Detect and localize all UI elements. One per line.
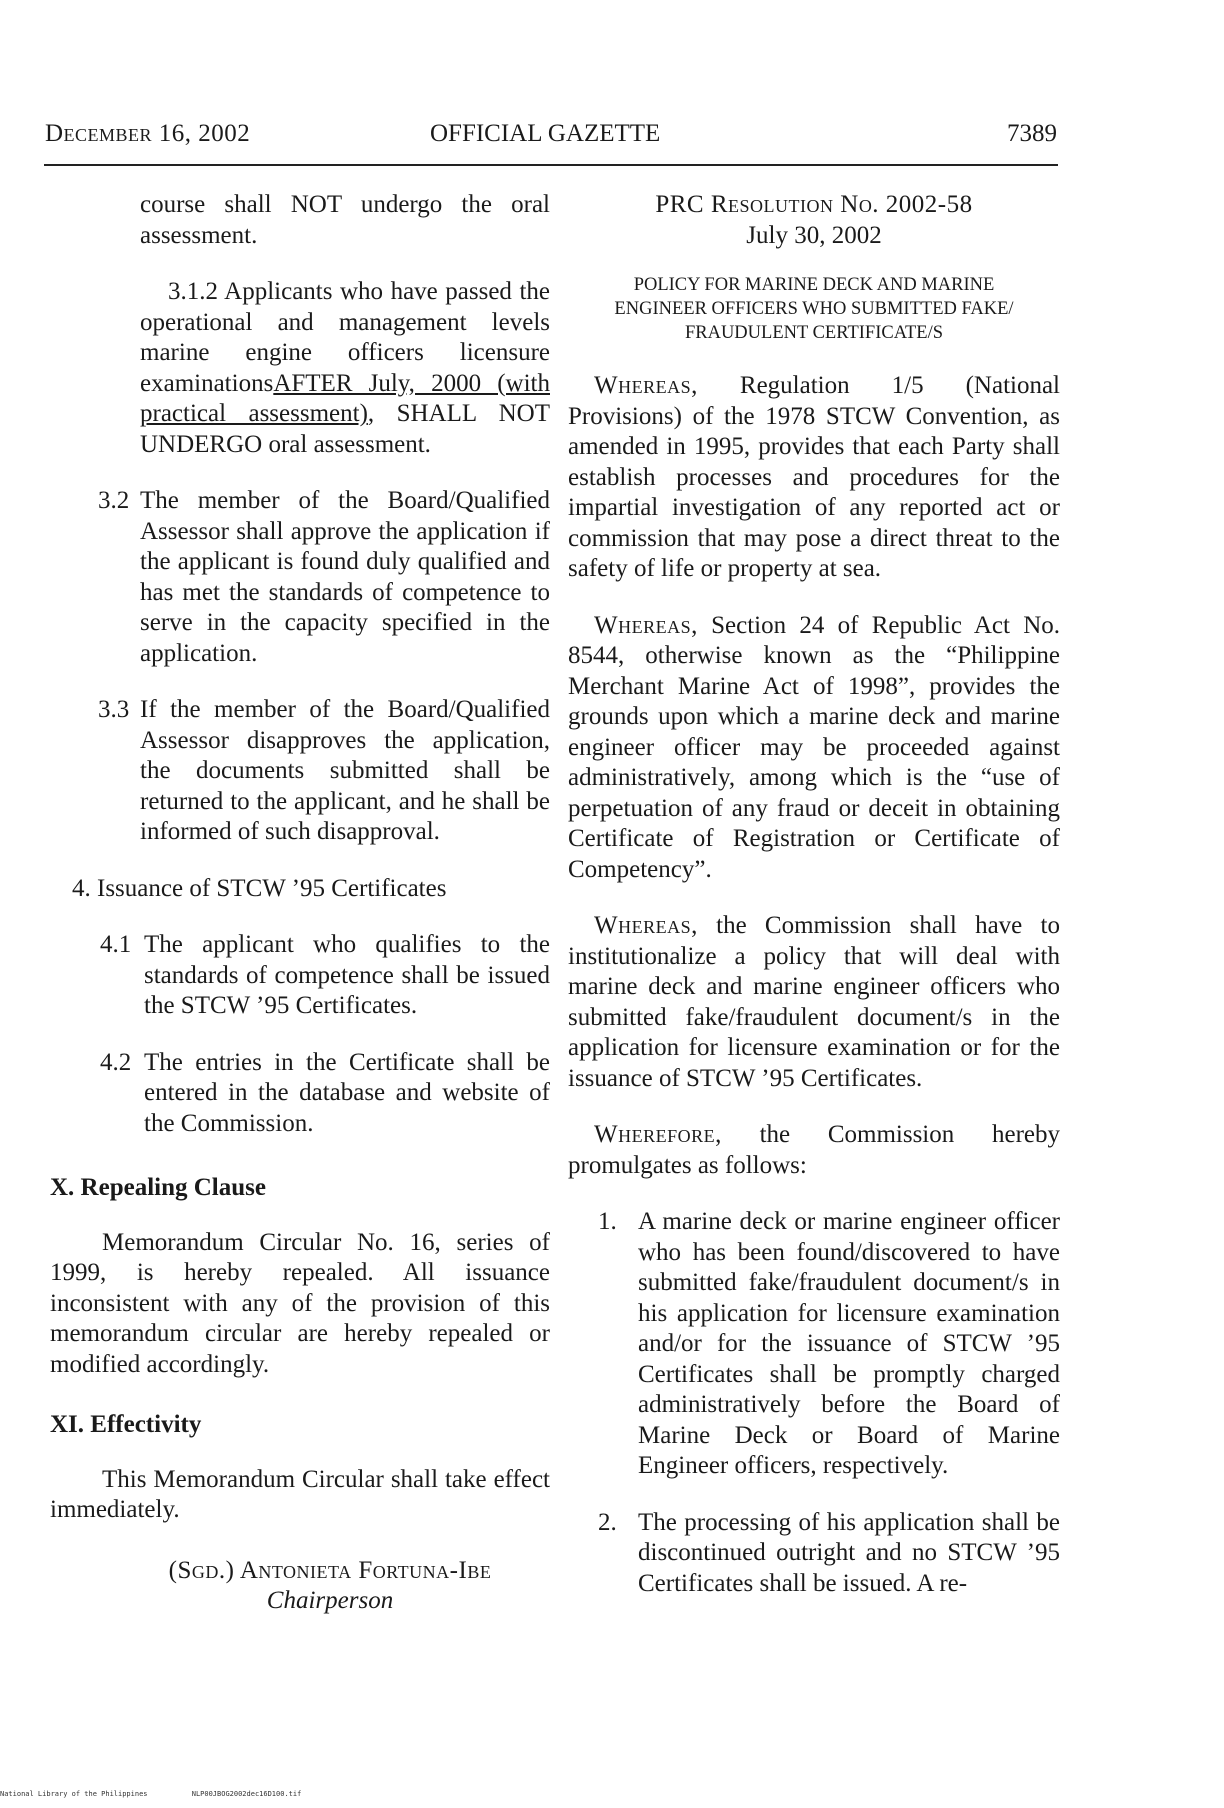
whereas-3-lead: Whereas,	[594, 912, 698, 939]
section-3-2-text: The member of the Board/Qualified Assessor shall approve the application if the applicant is found duly qualified and has met the standards of competence to serve in the capacity specified in the application.	[140, 487, 550, 667]
section-3-2-number: 3.2	[98, 487, 130, 514]
resolution-item-1-number: 1.	[598, 1208, 617, 1235]
resolution-item-1	[568, 1207, 1060, 1482]
section-3-2	[50, 486, 550, 669]
signature-name	[50, 1556, 550, 1587]
header-date: December 16, 2002	[45, 120, 251, 147]
whereas-2-text: Section 24 of Republic Act No. 8544, otherwise known as the “Philippine Merchant Marine Act of 1998”, provides the grounds upon which a marine deck and marine engineer officer may be proceeded against administratively, among which is the “use of perpetuation of any fraud or deceit in obtaining Certificate of Registration or Certificate of Competency”.	[568, 611, 1061, 883]
section-4-2	[50, 1048, 550, 1140]
section-3-3-number: 3.3	[98, 696, 130, 723]
header-gazette-title: OFFICIAL GAZETTE	[430, 120, 661, 147]
section-3-1-2	[50, 277, 550, 460]
continued-paragraph: course shall NOT undergo the oral assessment.	[140, 191, 550, 249]
section-3-1-2-tail: , SHALL NOT UNDERGO oral assessment.	[140, 400, 550, 458]
header-rule	[44, 164, 1058, 166]
right-column	[568, 190, 1060, 1599]
signature-title: Chairperson	[266, 1587, 394, 1614]
resolution-number: PRC Resolution No. 2002-58	[655, 191, 973, 218]
left-column	[50, 190, 550, 1617]
whereas-1-text: Regulation 1/5 (National Provisions) of the 1978 STCW Convention, as amended in 1995, provides that each Party shall establish processes and procedures for the impartial investigation of any reported act or commission that may pose a direct threat to the safety of life or property at sea.	[568, 372, 1061, 582]
header-page-number: 7389	[1007, 120, 1057, 147]
wherefore-text: the Commission hereby promulgates as follows:	[568, 1121, 1060, 1179]
wherefore-lead: Wherefore,	[594, 1121, 722, 1148]
section-4-1-text: The applicant who qualifies to the standards of competence shall be issued the STCW ’95 Certificates.	[144, 931, 550, 1019]
section-3-1-2-underlined: AFTER July, 2000 (with practical assessment)	[140, 369, 550, 427]
section-4-1	[50, 930, 550, 1022]
section-4-2-text: The entries in the Certificate shall be entered in the database and website of the Commission.	[144, 1048, 550, 1137]
policy-title: POLICY FOR MARINE DECK AND MARINE ENGINEER OFFICERS WHO SUBMITTED FAKE/ FRAUDULENT CERTIFICATE/S	[614, 275, 1014, 343]
section-4-heading: 4. Issuance of STCW ’95 Certificates	[72, 874, 447, 902]
whereas-3-text: the Commission shall have to institutionalize a policy that will deal with marine deck and marine engineer officers who submitted fake/fraudulent document/s in the application for licensure examination or for the issuance of STCW ’95 Certificates.	[568, 912, 1060, 1092]
section-4-2-number: 4.2	[100, 1048, 132, 1076]
section-3-3	[50, 695, 550, 848]
repealing-clause-text: Memorandum Circular No. 16, series of 1999, is hereby repealed. All issuance inconsistent with any of the provision of this memorandum circular are hereby repealed or modified accordingly.	[50, 1228, 550, 1378]
resolution-item-2	[568, 1508, 1060, 1600]
whereas-1	[568, 371, 1060, 585]
section-4-1-number: 4.1	[100, 931, 132, 958]
resolution-date: July 30, 2002	[746, 221, 882, 249]
effectivity-heading: XI. Effectivity	[50, 1411, 202, 1438]
scan-footer	[0, 1790, 341, 1798]
footer-file: NLP00JBOG2002dec16D100.tif	[191, 1790, 302, 1798]
effectivity-text: This Memorandum Circular shall take effect immediately.	[50, 1465, 550, 1523]
wherefore	[568, 1120, 1060, 1181]
whereas-2-lead: Whereas,	[594, 611, 698, 639]
section-3-3-text: If the member of the Board/Qualified Assessor disapproves the application, the documents submitted shall be returned to the applicant, and he shall be informed of such disapproval.	[140, 696, 550, 845]
repealing-clause-heading: X. Repealing Clause	[50, 1174, 266, 1201]
whereas-1-lead: Whereas,	[594, 372, 698, 399]
whereas-3	[568, 911, 1060, 1094]
footer-library: National Library of the Philippines	[0, 1790, 148, 1798]
whereas-2	[568, 611, 1060, 886]
resolution-item-2-number: 2.	[598, 1508, 617, 1536]
signature-name-text: (Sgd.) Antonieta Fortuna-Ibe	[168, 1556, 492, 1584]
section-3-1-2-text: 3.1.2 Applicants who have passed the operational and management levels marine engine officers licensure examinations	[140, 278, 550, 397]
resolution-item-2-text: The processing of his application shall be discontinued outright and no STCW ’95 Certificates shall be issued. A re-	[638, 1508, 1060, 1597]
resolution-item-1-text: A marine deck or marine engineer officer who has been found/discovered to have submitted fake/fraudulent document/s in his application for licensure examination and/or for the issuance of STCW ’95 Certificates shall be promptly charged administratively before the Board of Marine Deck or Board of Marine Engineer officers, respectively.	[638, 1208, 1060, 1479]
